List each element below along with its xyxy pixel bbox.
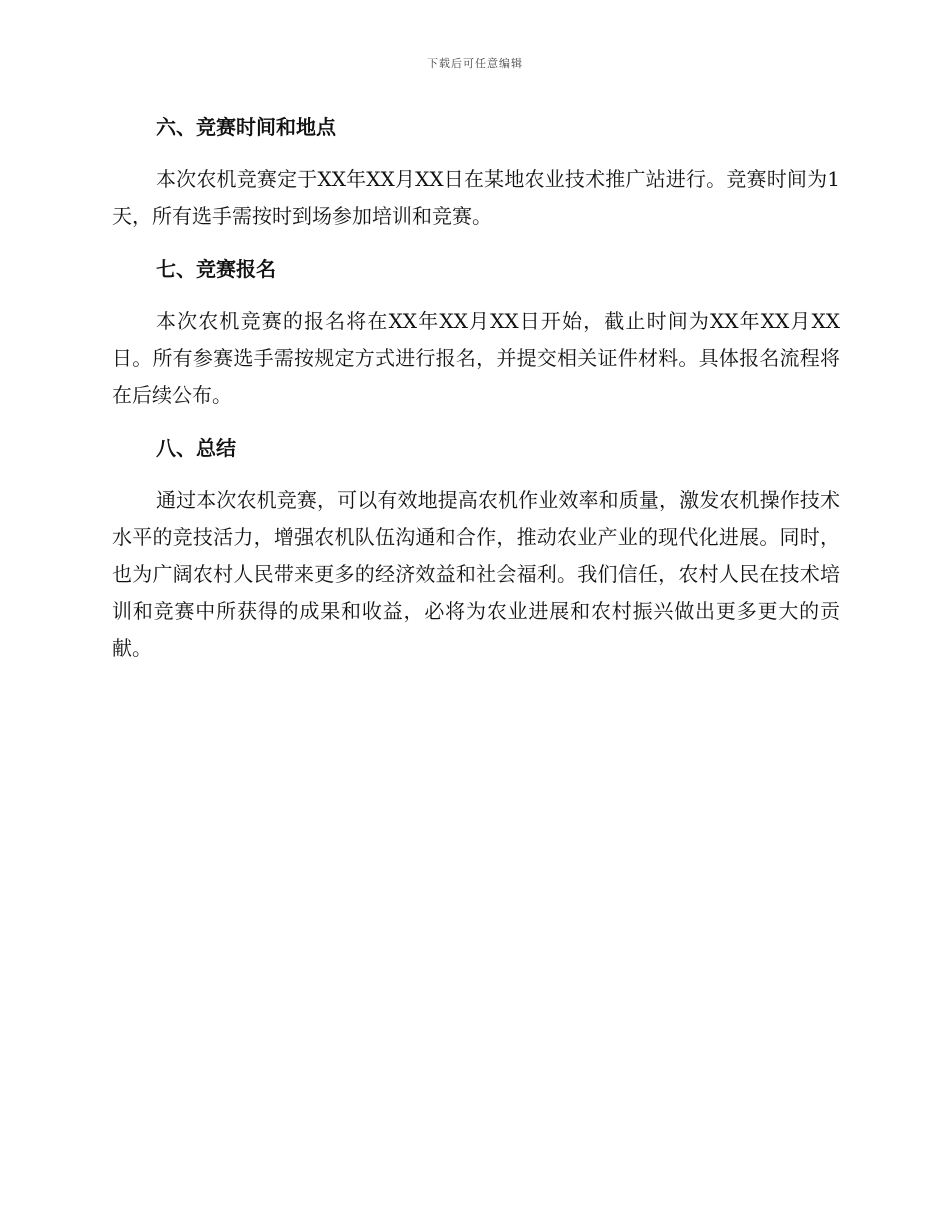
section-schedule: [112, 110, 840, 252]
document-body: [112, 110, 840, 667]
section-registration: [112, 252, 840, 431]
section-heading: 八、总结: [156, 436, 236, 460]
section-heading: 七、竞赛报名: [156, 257, 276, 281]
section-summary: [112, 431, 840, 667]
section-paragraph: 本次农机竞赛的报名将在XX年XX月XX日开始，截止时间为XX年XX月XX日。所有参赛选手需按规定方式进行报名，并提交相关证件材料。具体报名流程将在后续公布。: [112, 309, 840, 407]
section-heading: 六、竞赛时间和地点: [156, 115, 336, 139]
page-header: 下载后可任意编辑: [427, 57, 523, 70]
section-paragraph: 本次农机竞赛定于XX年XX月XX日在某地农业技术推广站进行。竞赛时间为1天，所有选手需按时到场参加培训和竞赛。: [112, 167, 840, 228]
section-paragraph: 通过本次农机竞赛，可以有效地提高农机作业效率和质量，激发农机操作技术水平的竞技活力，增强农机队伍沟通和合作，推动农业产业的现代化进展。同时，也为广阔农村人民带来更多的经济效益和社会福利。我们信任，农村人民在技术培训和竞赛中所获得的成果和收益，必将为农业进展和农村振兴做出更多更大的贡献。: [112, 488, 840, 660]
